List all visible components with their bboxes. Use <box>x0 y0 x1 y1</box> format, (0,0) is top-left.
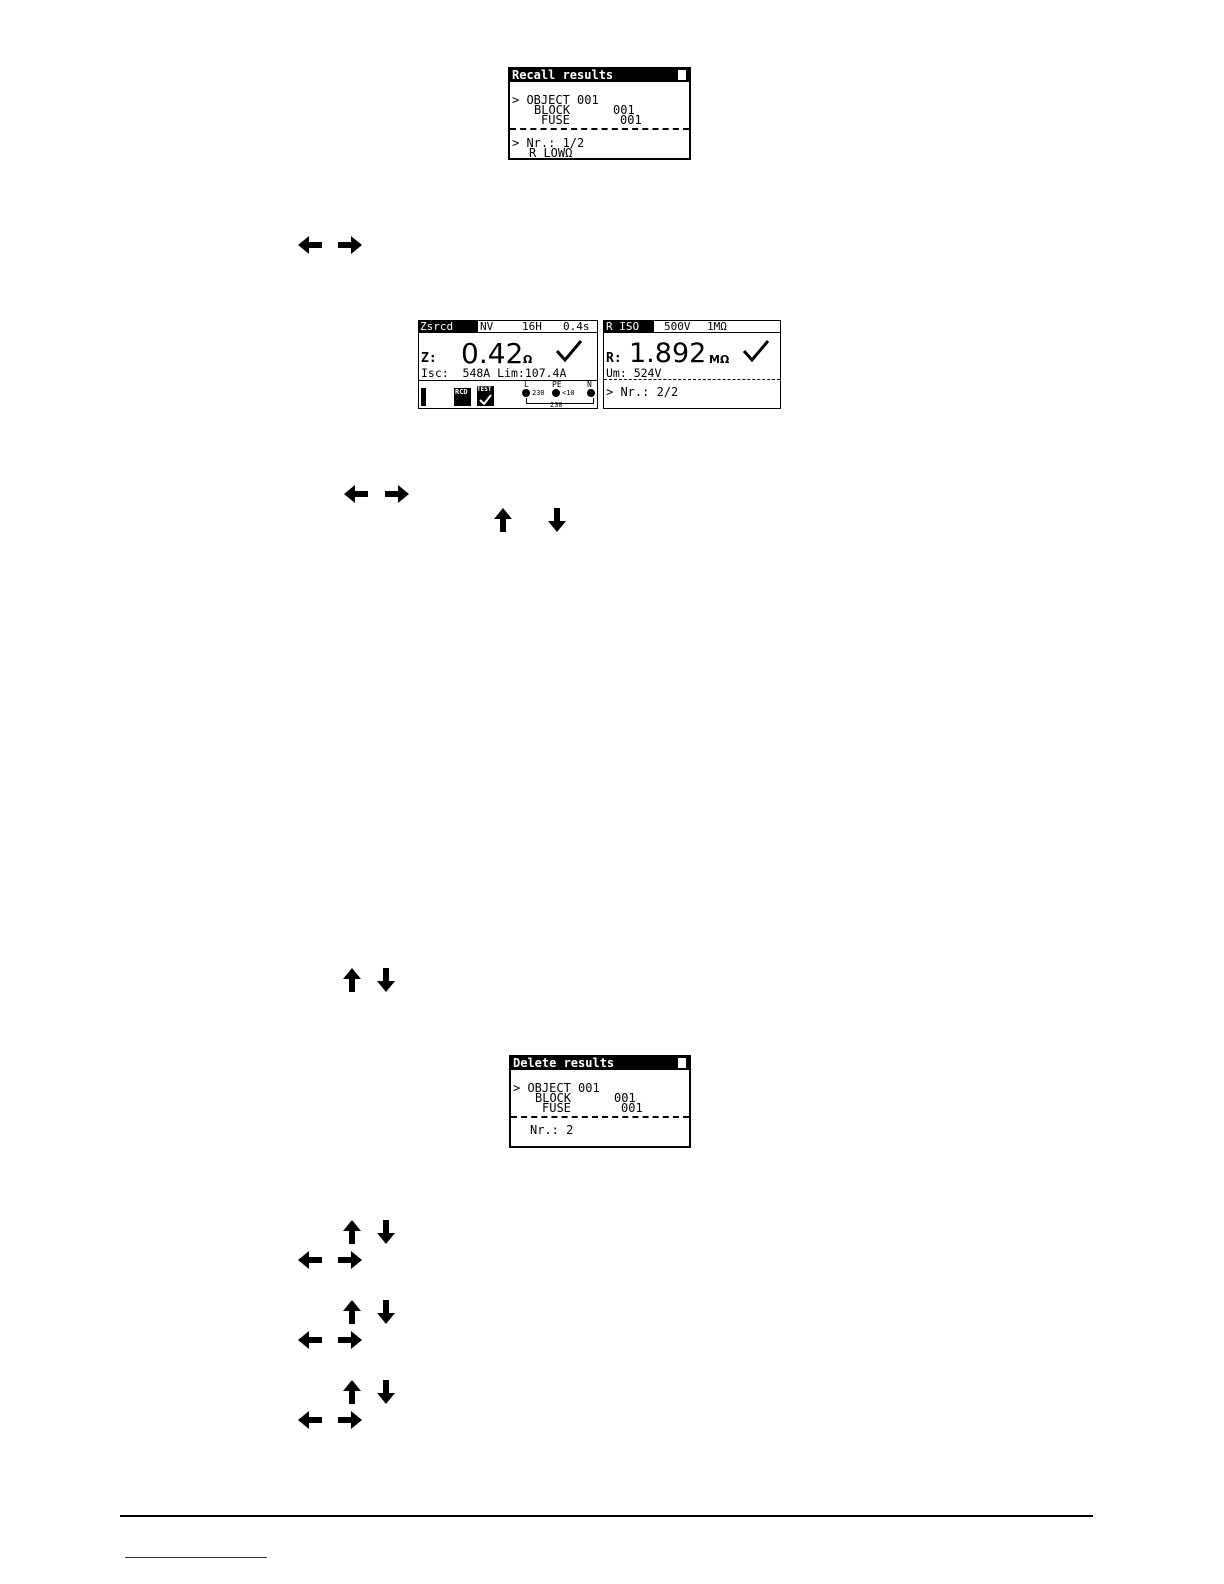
arrow-down-icon <box>377 968 395 992</box>
riso-result-screen <box>603 320 781 409</box>
arrow-down-icon <box>548 508 566 532</box>
delete-nr-line[interactable]: Nr.: 2 <box>530 1123 574 1137</box>
zs-param-2: 16H <box>522 320 542 333</box>
delete-block-value: 001 <box>614 1091 636 1105</box>
footer-rule <box>120 1515 1093 1517</box>
arrow-right-icon <box>338 1331 362 1349</box>
riso-nr-line[interactable]: > Nr.: 2/2 <box>606 385 679 399</box>
rcd-label: RCD <box>455 388 468 396</box>
footer-link-underline[interactable] <box>125 1557 267 1558</box>
zs-mode-label: Zsrcd <box>420 320 454 333</box>
arrow-up-icon <box>494 508 512 532</box>
terminal-pe-label: PE <box>552 380 562 389</box>
zs-z-value: 0.42 <box>461 337 524 370</box>
arrow-down-icon <box>377 1380 395 1404</box>
recall-nr-line[interactable]: > Nr.: 1/2 <box>512 136 585 150</box>
zs-result-screen <box>418 320 598 409</box>
delete-block-label: BLOCK <box>535 1091 572 1105</box>
arrow-right-icon <box>338 1411 362 1429</box>
test-label: TEST <box>477 386 492 393</box>
delete-divider <box>511 1116 689 1118</box>
arrow-right-icon <box>338 1251 362 1269</box>
riso-divider <box>604 379 780 380</box>
riso-r-value: 1.892 <box>629 338 707 369</box>
recall-test-line: R LOWΩ <box>529 146 573 160</box>
terminal-n-label: N <box>587 380 592 389</box>
riso-r-label: R: <box>606 351 622 366</box>
recall-fuse-value: 001 <box>620 113 642 127</box>
riso-param-1: 500V <box>664 320 691 333</box>
voltage-l-n: 230 <box>550 401 563 409</box>
riso-r-unit: MΩ <box>709 353 730 366</box>
terminal-l-label: L <box>524 380 529 389</box>
zs-divider <box>419 380 597 381</box>
test-icon <box>477 386 494 406</box>
recall-block-value: 001 <box>613 103 635 117</box>
arrow-down-icon <box>377 1220 395 1244</box>
recall-title-bar <box>510 69 689 82</box>
recall-divider <box>510 128 689 130</box>
arrow-left-icon <box>298 1411 322 1429</box>
checkmark-icon <box>742 339 770 363</box>
battery-icon <box>678 1058 686 1068</box>
arrow-up-icon <box>343 1220 361 1244</box>
delete-results-screen <box>509 1055 691 1148</box>
arrow-up-icon <box>343 1300 361 1324</box>
arrow-up-icon <box>343 1380 361 1404</box>
terminal-pe-dot <box>552 389 560 397</box>
zs-z-label: Z: <box>421 351 437 366</box>
zs-z-unit: Ω <box>523 353 533 366</box>
recall-results-screen <box>508 67 691 160</box>
zs-header-line <box>419 332 597 333</box>
zs-isc-line: Isc: 548A Lim:107.4A <box>421 366 567 380</box>
arrow-up-icon <box>343 968 361 992</box>
zs-param-3: 0.4s <box>563 320 590 333</box>
recall-object-line[interactable]: > OBJECT 001 <box>512 93 599 107</box>
voltage-l-pe: 230 <box>532 389 545 397</box>
zs-param-1: NV <box>480 320 494 333</box>
recall-fuse-label: FUSE <box>541 113 570 127</box>
delete-title-bar <box>511 1057 689 1070</box>
riso-um-line: Um: 524V <box>606 366 662 380</box>
battery-level-icon <box>421 388 426 406</box>
riso-mode-label: R ISO <box>606 320 640 333</box>
delete-object-line[interactable]: > OBJECT 001 <box>513 1081 600 1095</box>
arrow-left-icon <box>344 485 368 503</box>
arrow-left-icon <box>298 1251 322 1269</box>
delete-fuse-value: 001 <box>621 1101 643 1115</box>
arrow-right-icon <box>338 236 362 254</box>
riso-header-line <box>604 332 780 333</box>
terminal-l-dot <box>522 389 530 397</box>
arrow-right-icon <box>385 485 409 503</box>
recall-title: Recall results <box>512 68 614 82</box>
voltage-pe-n: <10 <box>562 389 575 397</box>
arrow-down-icon <box>377 1300 395 1324</box>
rcd-icon <box>454 388 471 406</box>
riso-param-2: 1MΩ <box>707 320 727 333</box>
checkmark-icon <box>555 339 583 363</box>
terminal-n-dot <box>587 389 595 397</box>
arrow-left-icon <box>298 236 322 254</box>
delete-fuse-label: FUSE <box>542 1101 571 1115</box>
delete-title: Delete results <box>513 1056 615 1070</box>
battery-icon <box>678 70 686 80</box>
arrow-left-icon <box>298 1331 322 1349</box>
recall-block-label: BLOCK <box>534 103 571 117</box>
